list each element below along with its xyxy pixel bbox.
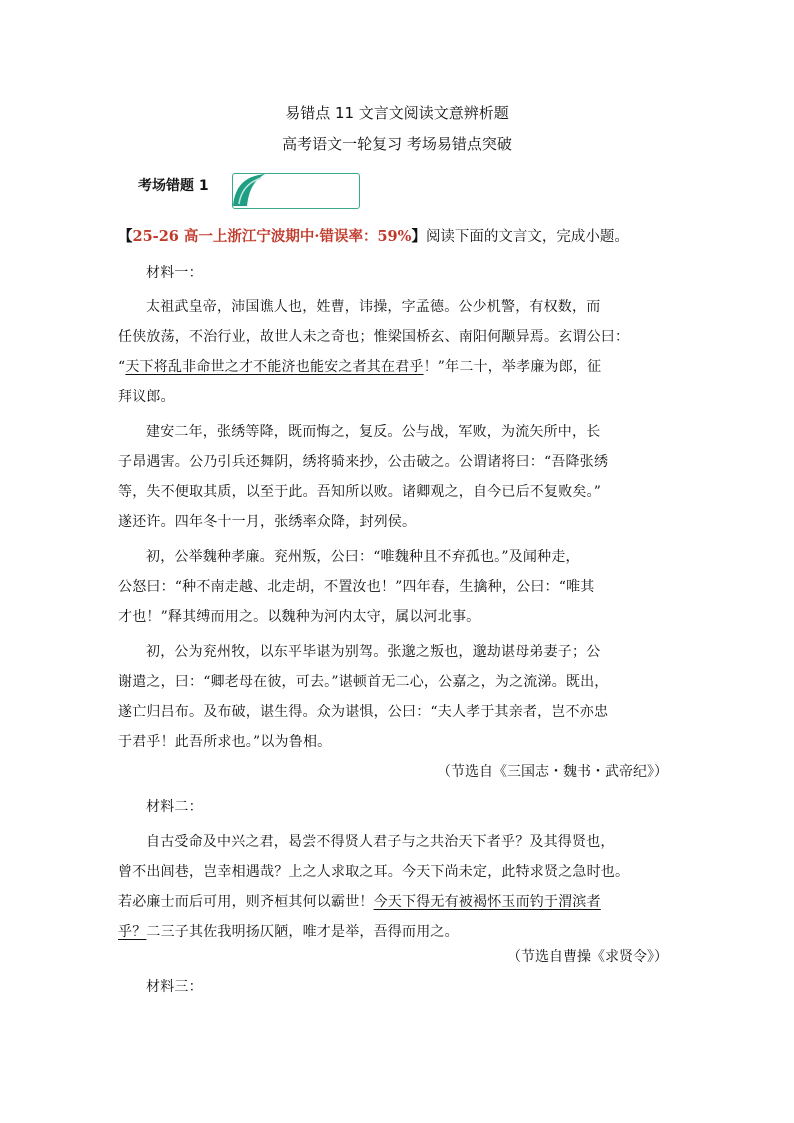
paragraph-line: 子昂遇害。公乃引兵还舞阴，绣将骑来抄，公击破之。公谓诸将曰：“吾降张绣 — [118, 454, 609, 470]
paragraph-line: 遂亡归吕布。及布破，谌生得。众为谌惧，公曰：“夫人孝于其亲者，岂不亦忠 — [118, 704, 609, 720]
material3-heading: 材料三： — [146, 979, 203, 995]
paragraph-line: 才也！”释其缚而用之。以魏种为河内太守，属以河北事。 — [118, 609, 481, 625]
paragraph-line: 于君乎！此吾所求也。”以为鲁相。 — [118, 734, 332, 750]
material1-heading: 材料一： — [146, 265, 203, 281]
underlined-sentence: 今天下得无有被褐怀玉而钓于渭滨者 — [373, 894, 601, 910]
paragraph-line: 建安二年，张绣等降，既而悔之，复反。公与战，军败，为流矢所中，长 — [146, 424, 601, 440]
paragraph-line: “天下将乱非命世之才不能济也能安之者其在君乎！”年二十，举孝廉为郎，征 — [118, 359, 602, 375]
paragraph-line: 初，公为兖州牧，以东平毕谌为别驾。张邈之叛也，邈劫谌母弟妻子；公 — [146, 644, 601, 660]
paragraph-line: 乎？二三子其佐我明扬仄陋，唯才是举，吾得而用之。 — [118, 924, 459, 940]
question-intro: 【25-26 高一上浙江宁波期中·错误率：59%】阅读下面的文言文，完成小题。 — [118, 228, 629, 245]
paragraph-line: 任侠放荡，不治行业，故世人未之奇也；惟梁国桥玄、南阳何颙异焉。玄谓公曰： — [118, 329, 630, 345]
paragraph-line: 谢遣之，曰：“卿老母在彼，可去。”谌顿首无二心，公嘉之，为之流涕。既出， — [118, 674, 609, 690]
paragraph-line: 自古受命及中兴之君，曷尝不得贤人君子与之共治天下者乎？及其得贤也， — [146, 834, 615, 850]
underlined-sentence: 乎？ — [118, 924, 147, 940]
section-badge-box — [232, 173, 360, 209]
leaf-icon — [231, 172, 271, 210]
material2-source: （节选自曹操《求贤令》） — [507, 949, 668, 965]
paragraph-line: 等，失不便取其质，以至于此。吾知所以败。诸卿观之，自今已后不复败矣。” — [118, 484, 602, 500]
paragraph-line: 若必廉士而后可用，则齐桓其何以霸世！今天下得无有被褐怀玉而钓于渭滨者 — [118, 894, 601, 910]
material2-heading: 材料二： — [146, 799, 203, 815]
error-rate-tag: 25-26 高一上浙江宁波期中·错误率：59% — [132, 228, 412, 245]
underlined-sentence: 天下将乱非命世之才不能济也能安之者其在君乎 — [125, 359, 424, 375]
page-subtitle: 高考语文一轮复习 考场易错点突破 — [282, 135, 512, 153]
paragraph-line: 公怒曰：“种不南走越、北走胡，不置汝也！”四年春，生擒种，公曰：“唯其 — [118, 579, 595, 595]
paragraph-line: 遂还许。四年冬十一月，张绣率众降，封列侯。 — [118, 514, 417, 530]
paragraph-line: 拜议郎。 — [118, 389, 175, 405]
material1-source: （节选自《三国志・魏书・武帝纪》） — [437, 764, 668, 780]
paragraph-line: 初，公举魏种孝廉。兖州叛，公曰：“唯魏种且不弃孤也。”及闻种走， — [146, 549, 580, 565]
paragraph-line: 太祖武皇帝，沛国谯人也，姓曹，讳操，字孟德。公少机警，有权数，而 — [146, 299, 601, 315]
page-title: 易错点 11 文言文阅读文意辨析题 — [285, 104, 509, 122]
section-badge-label: 考场错题 1 — [138, 178, 209, 194]
paragraph-line: 曾不出闾巷，岂幸相遇哉？上之人求取之耳。今天下尚未定，此特求贤之急时也。 — [118, 864, 630, 880]
